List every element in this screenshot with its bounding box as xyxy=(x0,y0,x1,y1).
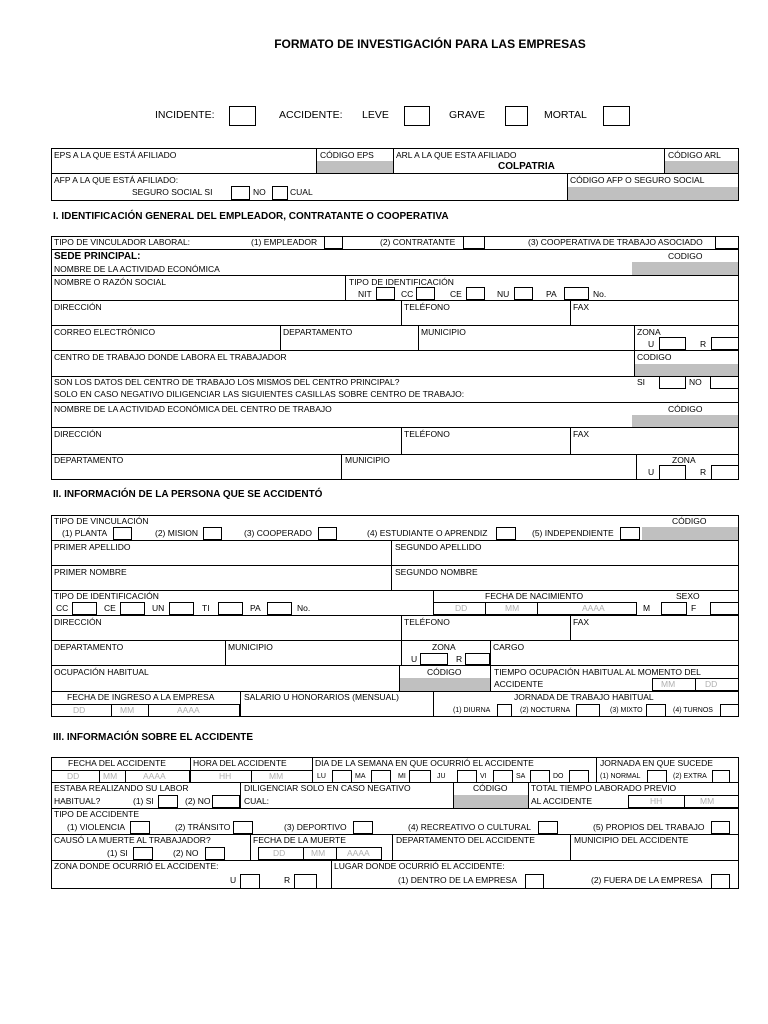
cc-checkbox[interactable] xyxy=(416,287,435,300)
recreativo-checkbox[interactable] xyxy=(538,821,558,834)
zona-r-checkbox[interactable] xyxy=(711,337,739,350)
sexo-m-checkbox[interactable] xyxy=(661,602,687,615)
jornada-normal-checkbox[interactable] xyxy=(647,770,667,783)
vi-checkbox[interactable] xyxy=(493,770,513,783)
pa-checkbox[interactable] xyxy=(564,287,589,300)
persona-direccion-label: DIRECCIÓN xyxy=(54,617,102,627)
muerte-aaaa-placeholder: AAAA xyxy=(347,848,370,858)
diurna-label: (1) DIURNA xyxy=(453,707,491,714)
centro-codigo-field[interactable] xyxy=(635,364,738,376)
ju-checkbox[interactable] xyxy=(457,770,477,783)
sexo-m-label: M xyxy=(643,603,651,613)
zona-accidente-label: ZONA DONDE OCURRIÓ EL ACCIDENTE: xyxy=(54,861,219,871)
zona-accidente-u-checkbox[interactable] xyxy=(240,874,260,889)
departamento-label: DEPARTAMENTO xyxy=(283,327,353,337)
persona-zona-u-checkbox[interactable] xyxy=(420,653,448,665)
diligenciar-label: DILIGENCIAR SOLO EN CASO NEGATIVO xyxy=(244,783,411,793)
persona-zona-label: ZONA xyxy=(432,642,456,652)
leve-label: LEVE xyxy=(362,109,389,121)
zona-accidente-r-checkbox[interactable] xyxy=(294,874,317,889)
mismo-centro-question: SON LOS DATOS DEL CENTRO DE TRABAJO LOS MISMOS DEL CENTRO PRINCIPAL? xyxy=(54,377,400,387)
accidente-aaaa-placeholder: AAAA xyxy=(143,771,166,781)
ingreso-mm-placeholder: MM xyxy=(120,705,135,715)
grave-checkbox[interactable] xyxy=(505,106,528,126)
eps-label: EPS A LA QUE ESTÁ AFILIADO xyxy=(54,150,177,160)
segundo-nombre-label: SEGUNDO NOMBRE xyxy=(395,567,478,577)
jornada-extra-checkbox[interactable] xyxy=(712,770,730,783)
centro-direccion-label: DIRECCIÓN xyxy=(54,429,102,439)
do-checkbox[interactable] xyxy=(569,770,589,783)
direccion-label: DIRECCIÓN xyxy=(54,302,102,312)
hora-accidente-label: HORA DEL ACCIDENTE xyxy=(193,758,287,768)
codigo-afp-field[interactable] xyxy=(568,187,738,200)
tiempo-mm-placeholder: MM xyxy=(661,679,676,689)
turnos-label: (4) TURNOS xyxy=(673,707,713,714)
cooperativa-label: (3) COOPERATIVA DE TRABAJO ASOCIADO xyxy=(528,237,703,247)
independiente-label: (5) INDEPENDIENTE xyxy=(532,528,614,538)
zona-accidente-r-label: R xyxy=(284,875,291,885)
ingreso-dd-placeholder: DD xyxy=(73,705,86,715)
estudiante-checkbox[interactable] xyxy=(496,527,516,540)
grave-label: GRAVE xyxy=(449,109,485,121)
centro-departamento-label: DEPARTAMENTO xyxy=(54,455,124,465)
accidente-mm-placeholder: MM xyxy=(103,771,118,781)
propios-label: (5) PROPIOS DEL TRABAJO xyxy=(593,822,705,832)
centro-zona-u-label: U xyxy=(648,467,655,477)
nacimiento-dd-placeholder: DD xyxy=(455,603,468,613)
mixto-checkbox[interactable] xyxy=(646,704,666,717)
ce-label: CE xyxy=(450,289,462,299)
primer-nombre-label: PRIMER NOMBRE xyxy=(54,567,127,577)
cooperativa-checkbox[interactable] xyxy=(715,236,739,249)
mortal-label: MORTAL xyxy=(544,109,587,121)
muerte-no-checkbox[interactable] xyxy=(205,847,225,860)
nu-label: NU xyxy=(497,289,510,299)
total-hh-placeholder: HH xyxy=(650,796,663,806)
persona-cc-label: CC xyxy=(56,603,69,613)
centro-zona-u-checkbox[interactable] xyxy=(659,465,686,480)
mismo-centro-instruction: SOLO EN CASO NEGATIVO DILIGENCIAR LAS SIGUIENTES CASILLAS SOBRE CENTRO DE TRABAJO: xyxy=(54,389,465,399)
fecha-accidente-label: FECHA DEL ACCIDENTE xyxy=(68,758,166,768)
persona-zona-r-label: R xyxy=(456,654,463,664)
seguro-si-checkbox[interactable] xyxy=(231,186,250,200)
persona-fax-label: FAX xyxy=(573,617,590,627)
persona-ce-checkbox[interactable] xyxy=(120,602,145,615)
persona-pa-label: PA xyxy=(250,603,261,613)
fecha-ingreso-label: FECHA DE INGRESO A LA EMPRESA xyxy=(67,692,215,702)
realizando-no-checkbox[interactable] xyxy=(212,795,240,808)
ocupacion-codigo-field[interactable] xyxy=(400,678,490,691)
ma-label: MA xyxy=(355,773,366,780)
persona-ti-label: TI xyxy=(202,603,210,613)
causo-muerte-label: CAUSÓ LA MUERTE AL TRABAJADOR? xyxy=(54,835,211,845)
centro-trabajo-label: CENTRO DE TRABAJO DONDE LABORA EL TRABAJADOR xyxy=(54,352,287,362)
realizando-no-label: (2) NO xyxy=(185,796,211,806)
empleador-label: (1) EMPLEADOR xyxy=(251,237,318,247)
dentro-empresa-label: (1) DENTRO DE LA EMPRESA xyxy=(398,875,518,885)
section-2-heading: II. INFORMACIÓN DE LA PERSONA QUE SE ACCIDENTÓ xyxy=(53,489,323,500)
lu-checkbox[interactable] xyxy=(332,770,352,783)
salario-label: SALARIO U HONORARIOS (MENSUAL) xyxy=(244,692,399,702)
arl-label: ARL A LA QUE ESTA AFILIADO xyxy=(396,150,517,160)
cual-label: CUAL: xyxy=(244,796,270,806)
centro-zona-label: ZONA xyxy=(672,455,696,465)
muerte-no-label: (2) NO xyxy=(173,848,199,858)
nit-label: NIT xyxy=(358,289,372,299)
sexo-label: SEXO xyxy=(676,591,700,601)
zona-accidente-u-label: U xyxy=(230,875,237,885)
ju-label: JU xyxy=(437,773,446,780)
cual-label: CUAL xyxy=(290,187,313,197)
nocturna-checkbox[interactable] xyxy=(576,704,600,717)
propios-checkbox[interactable] xyxy=(711,821,730,834)
sa-label: SA xyxy=(516,773,526,780)
codigo-arl-field[interactable] xyxy=(665,161,738,173)
hora-mm-placeholder: MM xyxy=(269,771,284,781)
realizando-si-label: (1) SI xyxy=(133,796,154,806)
nu-checkbox[interactable] xyxy=(514,287,533,300)
centro-codigo-label: CODIGO xyxy=(637,352,672,362)
persona-id-number-label: No. xyxy=(297,603,311,613)
sede-codigo-field[interactable] xyxy=(632,262,738,275)
mismo-no-label: NO xyxy=(689,377,702,387)
mi-label: MI xyxy=(398,773,406,780)
leve-checkbox[interactable] xyxy=(404,106,430,126)
jornada-sucede-label: JORNADA EN QUE SUCEDE xyxy=(600,758,713,768)
violencia-checkbox[interactable] xyxy=(130,821,150,834)
mismo-no-checkbox[interactable] xyxy=(710,376,739,389)
fuera-empresa-checkbox[interactable] xyxy=(711,874,730,889)
ocupacion-codigo-label: CÓDIGO xyxy=(427,667,462,677)
actividad-centro-codigo-field[interactable] xyxy=(632,415,738,427)
planta-label: (1) PLANTA xyxy=(62,528,108,538)
persona-departamento-label: DEPARTAMENTO xyxy=(54,642,124,652)
fax-label: FAX xyxy=(573,302,590,312)
codigo-eps-field[interactable] xyxy=(317,161,393,173)
arl-value: COLPATRIA xyxy=(498,161,555,172)
centro-fax-label: FAX xyxy=(573,429,590,439)
total-tiempo-label-2: AL ACCIDENTE xyxy=(531,796,593,806)
muerte-si-checkbox[interactable] xyxy=(133,847,153,860)
sexo-f-label: F xyxy=(691,603,697,613)
deportivo-checkbox[interactable] xyxy=(353,821,373,834)
tiempo-ocupacion-label-1: TIEMPO OCUPACIÓN HABITUAL AL MOMENTO DEL xyxy=(494,667,701,677)
persona-cc-checkbox[interactable] xyxy=(72,602,97,615)
ce-checkbox[interactable] xyxy=(466,287,485,300)
page-title: FORMATO DE INVESTIGACIÓN PARA LAS EMPRESAS xyxy=(274,37,586,51)
section-3-heading: III. INFORMACIÓN SOBRE EL ACCIDENTE xyxy=(53,732,254,743)
jornada-normal-label: (1) NORMAL xyxy=(600,773,641,780)
persona-ti-checkbox[interactable] xyxy=(218,602,243,615)
muerte-mm-placeholder: MM xyxy=(311,848,326,858)
nit-checkbox[interactable] xyxy=(376,287,395,300)
realizando-label-1: ESTABA REALIZANDO SU LABOR xyxy=(54,783,189,793)
jornada-habitual-label: JORNADA DE TRABAJO HABITUAL xyxy=(514,692,654,702)
vi-label: VI xyxy=(480,773,487,780)
zona-r-label: R xyxy=(700,339,707,349)
total-mm-placeholder: MM xyxy=(700,796,715,806)
section-1-heading: I. IDENTIFICACIÓN GENERAL DEL EMPLEADOR, CONTRATANTE O COOPERATIVA xyxy=(53,211,449,222)
primer-apellido-label: PRIMER APELLIDO xyxy=(54,542,131,552)
realizando-si-checkbox[interactable] xyxy=(158,795,178,808)
dentro-empresa-checkbox[interactable] xyxy=(525,874,544,889)
accidente-label: ACCIDENTE: xyxy=(279,109,343,121)
hora-hh-placeholder: HH xyxy=(219,771,232,781)
departamento-accidente-label: DEPARTAMENTO DEL ACCIDENTE xyxy=(396,835,535,845)
nocturna-label: (2) NOCTURNA xyxy=(520,707,571,714)
total-tiempo-label-1: TOTAL TIEMPO LABORADO PREVIO xyxy=(531,783,677,793)
cooperado-checkbox[interactable] xyxy=(318,527,337,540)
mismo-si-checkbox[interactable] xyxy=(659,376,686,389)
contratante-checkbox[interactable] xyxy=(463,236,485,249)
codigo-arl-label: CÓDIGO ARL xyxy=(668,150,721,160)
persona-zona-r-checkbox[interactable] xyxy=(465,653,490,665)
fecha-muerte-label: FECHA DE LA MUERTE xyxy=(253,835,346,845)
actividad-centro-label: NOMBRE DE LA ACTIVIDAD ECONÓMICA DEL CENTRO DE TRABAJO xyxy=(54,404,332,414)
seguro-no-label: NO xyxy=(253,187,266,197)
transito-checkbox[interactable] xyxy=(233,821,253,834)
labor-codigo-field[interactable] xyxy=(454,795,528,808)
sede-codigo-label: CODIGO xyxy=(668,251,703,261)
actividad-economica-label: NOMBRE DE LA ACTIVIDAD ECONÓMICA xyxy=(54,264,220,274)
telefono-label: TELÉFONO xyxy=(404,302,450,312)
sa-checkbox[interactable] xyxy=(530,770,550,783)
tipo-accidente-label: TIPO DE ACCIDENTE xyxy=(54,809,140,819)
tipo-id-label: TIPO DE IDENTIFICACIÓN xyxy=(349,277,454,287)
centro-telefono-label: TELÉFONO xyxy=(404,429,450,439)
razon-social-label: NOMBRE O RAZÓN SOCIAL xyxy=(54,277,166,287)
mortal-checkbox[interactable] xyxy=(603,106,630,126)
tipo-vinculador-label: TIPO DE VINCULADOR LABORAL: xyxy=(54,237,191,247)
transito-label: (2) TRÁNSITO xyxy=(175,822,231,832)
actividad-centro-codigo-label: CÓDIGO xyxy=(668,404,703,414)
mision-label: (2) MISION xyxy=(155,528,198,538)
fecha-nacimiento-label: FECHA DE NACIMIENTO xyxy=(485,591,584,601)
realizando-label-2: HABITUAL? xyxy=(54,796,101,806)
labor-codigo-label: CÓDIGO xyxy=(473,783,508,793)
cargo-label: CARGO xyxy=(493,642,525,652)
violencia-label: (1) VIOLENCIA xyxy=(67,822,126,832)
correo-label: CORREO ELECTRÓNICO xyxy=(54,327,156,337)
nacimiento-mm-placeholder: MM xyxy=(505,603,520,613)
recreativo-label: (4) RECREATIVO O CULTURAL xyxy=(408,822,531,832)
municipio-label: MUNICIPIO xyxy=(421,327,466,337)
persona-municipio-label: MUNICIPIO xyxy=(228,642,273,652)
tipo-vinculacion-label: TIPO DE VINCULACIÓN xyxy=(54,516,149,526)
incidente-checkbox[interactable] xyxy=(229,106,256,126)
tiempo-dd-placeholder: DD xyxy=(705,679,718,689)
lu-label: LU xyxy=(317,773,326,780)
cooperado-label: (3) COOPERADO xyxy=(244,528,313,538)
persona-un-label: UN xyxy=(152,603,165,613)
municipio-accidente-label: MUNICIPIO DEL ACCIDENTE xyxy=(574,835,689,845)
planta-checkbox[interactable] xyxy=(113,527,132,540)
vinculacion-codigo-field[interactable] xyxy=(642,527,738,540)
muerte-dd-placeholder: DD xyxy=(273,848,286,858)
centro-municipio-label: MUNICIPIO xyxy=(345,455,390,465)
persona-telefono-label: TELÉFONO xyxy=(404,617,450,627)
independiente-checkbox[interactable] xyxy=(620,527,640,540)
mixto-label: (3) MIXTO xyxy=(610,707,643,714)
sexo-f-checkbox[interactable] xyxy=(710,602,739,615)
do-label: DO xyxy=(553,773,564,780)
codigo-eps-label: CÓDIGO EPS xyxy=(320,150,374,160)
fuera-empresa-label: (2) FUERA DE LA EMPRESA xyxy=(591,875,703,885)
segundo-apellido-label: SEGUNDO APELLIDO xyxy=(395,542,482,552)
contratante-label: (2) CONTRATANTE xyxy=(380,237,456,247)
incidente-label: INCIDENTE: xyxy=(155,109,215,121)
centro-zona-r-label: R xyxy=(700,467,707,477)
lugar-accidente-label: LUGAR DONDE OCURRIÓ EL ACCIDENTE: xyxy=(334,861,505,871)
estudiante-label: (4) ESTUDIANTE O APRENDIZ xyxy=(367,528,488,538)
accidente-dd-placeholder: DD xyxy=(67,771,80,781)
persona-tipo-id-label: TIPO DE IDENTIFICACIÓN xyxy=(54,591,159,601)
persona-un-checkbox[interactable] xyxy=(169,602,194,615)
seguro-social-si-label: SEGURO SOCIAL SI xyxy=(132,187,213,197)
persona-pa-checkbox[interactable] xyxy=(267,602,292,615)
zona-label: ZONA xyxy=(637,327,661,337)
ingreso-aaaa-placeholder: AAAA xyxy=(177,705,200,715)
diurna-checkbox[interactable] xyxy=(497,704,512,717)
persona-ce-label: CE xyxy=(104,603,116,613)
empleador-checkbox[interactable] xyxy=(324,236,343,249)
mision-checkbox[interactable] xyxy=(203,527,222,540)
tiempo-ocupacion-label-2: ACCIDENTE xyxy=(494,679,544,689)
persona-zona-u-label: U xyxy=(411,654,418,664)
zona-u-label: U xyxy=(648,339,655,349)
nacimiento-aaaa-placeholder: AAAA xyxy=(582,603,605,613)
deportivo-label: (3) DEPORTIVO xyxy=(284,822,347,832)
zona-u-checkbox[interactable] xyxy=(659,337,686,350)
seguro-no-checkbox[interactable] xyxy=(272,186,288,200)
muerte-si-label: (1) SI xyxy=(107,848,128,858)
ma-checkbox[interactable] xyxy=(371,770,391,783)
sede-principal-label: SEDE PRINCIPAL: xyxy=(54,251,141,262)
dia-semana-label: DIA DE LA SEMANA EN QUE OCURRIÓ EL ACCIDENTE xyxy=(315,758,534,768)
id-number-label: No. xyxy=(593,289,607,299)
mismo-si-label: SI xyxy=(637,377,646,387)
jornada-extra-label: (2) EXTRA xyxy=(673,773,707,780)
cc-label: CC xyxy=(401,289,414,299)
vinculacion-codigo-label: CÓDIGO xyxy=(672,516,707,526)
turnos-checkbox[interactable] xyxy=(720,704,739,717)
centro-zona-r-checkbox[interactable] xyxy=(711,465,739,480)
pa-label: PA xyxy=(546,289,557,299)
ocupacion-label: OCUPACIÓN HABITUAL xyxy=(54,667,149,677)
afp-label: AFP A LA QUE ESTÁ AFILIADO: xyxy=(54,175,179,185)
mi-checkbox[interactable] xyxy=(409,770,431,783)
codigo-afp-label: CÓDIGO AFP O SEGURO SOCIAL xyxy=(570,175,705,185)
